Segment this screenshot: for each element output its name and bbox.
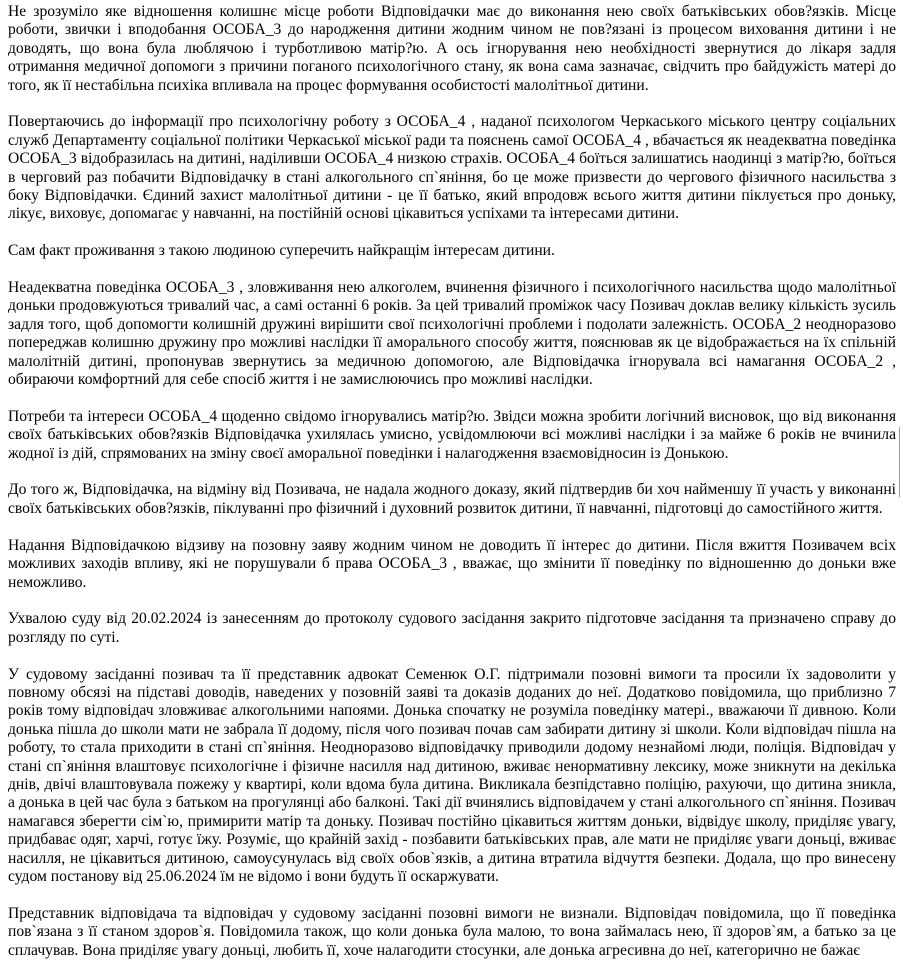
paragraph-needs-ignored: Потреби та інтереси ОСОБА_4 щоденно свідомо ігнорувались матір?ю. Звідси можна зробити логічний висновок, що від виконання своїх батьківських обов?язків Відповідачка ухилялась умисно, усвідомлюючи всі можливі наслідки і за майже 6 років не вчинила жодної із дій, спрямованих на зміну своєї аморальної поведінки і налагодження взаємовідносин із Донькою.	[8, 407, 896, 462]
court-decision-text	[8, 3, 896, 978]
paragraph-no-evidence: До того ж, Відповідачка, на відміну від Позивача, не надала жодного доказу, який підтвердив би хоч найменшу її участь у виконанні своїх батьківських обов?язків, піклуванні про фізичний і духовний розвиток дитини, її навчанні, підготовці до самостійного життя.	[8, 481, 896, 517]
paragraph-plaintiff-hearing: У судовому засіданні позивач та її представник адвокат Семенюк О.Г. підтримали позовні вимоги та просили їх задоволити у повному обсязі на підставі доводів, наведених у позовній заяві та доказів доданих до неї. Додатково повідомила, що приблизно 7 років тому відповідач зловживає алкогольними напоями. Донька спочатку не розуміла поведінку матері., вважаючи її дивною. Коли донька пішла до школи мати не забрала її додому, після чого позивач почав сам забирати дитину зі школи. Коли відповідач пішла на роботу, то стала приходити в стані сп`яніння. Неодноразово відповідачку приводили додому незнайомі люди, поліція. Відповідач у стані сп`яніння влаштовує психологічне і фізичне насилля над дитиною, вживає ненормативну лексику, може зникнути на декілька днів, двічі влаштовувала пожежу у квартирі, коли вдома була дитина. Викликала безпідставно поліцію, рахуючи, що дитина зникла, а донька в цей час була з батьком на прогулянці або балконі. Такі дії вчинялись відповідачем у стані алкогольного сп`яніння. Позивач намагався зберегти сім`ю, примирити матір та доньку. Позивач постійно цікавиться життям доньки, відвідує школу, приділяє увагу, придбаває одяг, харчі, готує їжу. Розуміє, що крайній захід - позбавити батьківських прав, але мати не приділяє уваги доньці, вживає насилля, не цікавиться дитиною, самоусунулась від своїх обов`язків, а дитина втратила відчуття безпеки. Додала, що про винесену судом постанову від 25.06.2024 їм не відомо і вони будуть її оскаржувати.	[8, 665, 896, 885]
scroll-indicator	[899, 427, 900, 497]
paragraph-child-interests: Сам факт проживання з такою людиною суперечить найкращім інтересам дитини.	[8, 242, 555, 260]
paragraph-defendant-hearing: Представник відповідача та відповідач у судовому засіданні позовні вимоги не визнали. Відповідач повідомила, що її поведінка пов`язана з її станом здоров`я. Повідомила також, що коли донька була малою, то вона займалась нею, її здоров`ям, а батько за це сплачував. Вона приділяє увагу доньці, любить її, хоче налагодити стосунки, але донька агресивна до неї, категорично не бажає	[8, 904, 896, 959]
paragraph-psychologist-info: Повертаючись до інформації про психологічну роботу з ОСОБА_4 , наданої психологом Черкаського міського центру соціальних служб Департаменту соціальної політики Черкаської міської ради та пояснень самої ОСОБА_4 , вбачається як неадекватна поведінка ОСОБА_3 відобразилась на дитині, наділивши ОСОБА_4 низкою страхів. ОСОБА_4 боїться залишатись наодинці з матір?ю, боїться в черговий раз побачити Відповідачку в стані алкогольного сп`яніння, бо це може призвести до чергового фізичного насильства з боку Відповідачки. Єдиний захист малолітньої дитини - це її батько, який впродовж всього життя дитини піклується про доньку, лікує, виховує, допомагає у навчанні, на постійній основі цікавиться успіхами та інтересами дитини.	[8, 113, 896, 223]
paragraph-response-filed: Надання Відповідачкою відзиву на позовну заяву жодним чином не доводить її інтерес до дитини. Після вжиття Позивачем всіх можливих заходів впливу, які не порушували б права ОСОБА_3 , вважає, що змінити її поведінку по відношенню до доньки вже неможливо.	[8, 536, 896, 591]
paragraph-workplace: Не зрозуміло яке відношення колишнє місце роботи Відповідачки має до виконання нею своїх батьківських обов?язків. Місце роботи, звички і вподобання ОСОБА_3 до народження дитини жодним чином не пов?язані із процесом виховання дитини і не доводять, що вона була люблячою і турботливою матір?ю. А ось ігнорування нею необхідності звернутися до лікаря задля отримання медичної допомоги з причини поганого психологічного стану, як вона сама зазначає, свідчить про байдужість матері до того, як її нестабільна психіка впливала на процес формування особистості малолітньої дитини.	[8, 3, 896, 94]
paragraph-court-ruling: Ухвалою суду від 20.02.2024 із занесенням до протоколу судового засідання закрито підготовче засідання та призначено справу до розгляду по суті.	[8, 610, 896, 646]
paragraph-inadequate-behavior: Неадекватна поведінка ОСОБА_3 , зловживання нею алкоголем, вчинення фізичного і психологічного насильства щодо малолітньої доньки продовжуються тривалий час, а самі останні 6 років. За цей тривалий проміжок часу Позивач доклав велику кількість зусиль задля того, щоб допомогти колишній дружині вирішити свої психологічні проблеми і подолати залежність. ОСОБА_2 неодноразово попереджав колишню дружину про можливі наслідки її аморального способу життя, пояснював як це відображається на їх спільній малолітній дитині, пропонував звернутись за медичною допомогою, але Відповідачка ігнорувала всі намагання ОСОБА_2 , обираючи комфортний для себе спосіб життя і не замислюючись про можливі наслідки.	[8, 279, 896, 389]
